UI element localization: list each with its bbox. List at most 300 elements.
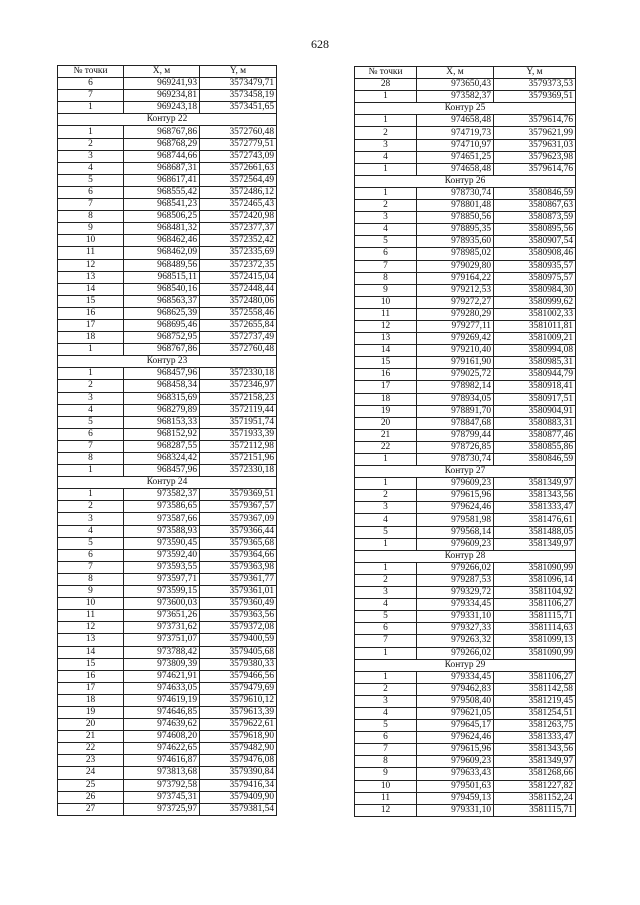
point-number-cell: 1 [58, 465, 124, 477]
header-y: Y, м [494, 67, 576, 79]
x-coordinate-cell: 968540,16 [124, 283, 200, 295]
contour-title: Контур 23 [58, 356, 277, 368]
y-coordinate-cell: 3581349,97 [494, 756, 576, 768]
table-row [355, 514, 576, 526]
x-coordinate-cell: 968767,86 [124, 344, 200, 356]
table-row [355, 538, 576, 550]
table-row [355, 284, 576, 296]
point-number-cell: 18 [355, 393, 417, 405]
point-number-cell: 4 [58, 162, 124, 174]
contour-header-row [58, 114, 277, 126]
table-row [355, 139, 576, 151]
x-coordinate-cell: 978850,56 [417, 212, 494, 224]
table-row [355, 635, 576, 647]
table-row [58, 453, 277, 465]
y-coordinate-cell: 3579372,08 [200, 622, 277, 634]
y-coordinate-cell: 3580984,30 [494, 284, 576, 296]
x-coordinate-cell: 974658,48 [417, 115, 494, 127]
x-coordinate-cell: 979331,10 [417, 611, 494, 623]
point-number-cell: 2 [355, 200, 417, 212]
y-coordinate-cell: 3579363,56 [200, 610, 277, 622]
table-row [355, 744, 576, 756]
point-number-cell: 16 [58, 670, 124, 682]
x-coordinate-cell: 968457,96 [124, 368, 200, 380]
x-coordinate-cell: 979280,29 [417, 308, 494, 320]
y-coordinate-cell: 3571933,39 [200, 428, 277, 440]
table-row [58, 755, 277, 767]
point-number-cell: 5 [355, 611, 417, 623]
point-number-cell: 22 [355, 441, 417, 453]
x-coordinate-cell: 973587,66 [124, 513, 200, 525]
point-number-cell: 13 [355, 333, 417, 345]
table-row [355, 441, 576, 453]
x-coordinate-cell: 973650,43 [417, 79, 494, 91]
y-coordinate-cell: 3581349,97 [494, 538, 576, 550]
y-coordinate-cell: 3579390,84 [200, 767, 277, 779]
contour-header-row [355, 550, 576, 562]
y-coordinate-cell: 3581115,71 [494, 804, 576, 816]
point-number-cell: 6 [355, 248, 417, 260]
point-number-cell: 13 [58, 634, 124, 646]
point-number-cell: 12 [355, 804, 417, 816]
y-coordinate-cell: 3572377,37 [200, 223, 277, 235]
y-coordinate-cell: 3572760,48 [200, 344, 277, 356]
y-coordinate-cell: 3581011,81 [494, 320, 576, 332]
x-coordinate-cell: 978934,05 [417, 393, 494, 405]
header-point-number: № точки [355, 67, 417, 79]
table-row [355, 490, 576, 502]
table-row [355, 683, 576, 695]
y-coordinate-cell: 3572655,84 [200, 319, 277, 331]
y-coordinate-cell: 3580855,86 [494, 441, 576, 453]
x-coordinate-cell: 968541,23 [124, 199, 200, 211]
x-coordinate-cell: 973725,97 [124, 803, 200, 815]
x-coordinate-cell: 969234,81 [124, 90, 200, 102]
point-number-cell: 10 [58, 598, 124, 610]
table-row [355, 599, 576, 611]
x-coordinate-cell: 968153,33 [124, 416, 200, 428]
point-number-cell: 17 [58, 319, 124, 331]
contour-title: Контур 29 [355, 659, 576, 671]
point-number-cell: 2 [355, 127, 417, 139]
coordinates-table-left [57, 65, 277, 816]
contour-header-row [58, 356, 277, 368]
y-coordinate-cell: 3579400,59 [200, 634, 277, 646]
x-coordinate-cell: 979624,46 [417, 732, 494, 744]
table-row [58, 223, 277, 235]
x-coordinate-cell: 974639,62 [124, 719, 200, 731]
point-number-cell: 9 [58, 586, 124, 598]
table-row [58, 368, 277, 380]
table-row [58, 416, 277, 428]
point-number-cell: 1 [355, 478, 417, 490]
contour-title: Контур 24 [58, 477, 277, 489]
x-coordinate-cell: 978935,60 [417, 236, 494, 248]
y-coordinate-cell: 3580975,57 [494, 272, 576, 284]
x-coordinate-cell: 968481,32 [124, 223, 200, 235]
point-number-cell: 4 [355, 224, 417, 236]
table-row [355, 780, 576, 792]
x-coordinate-cell: 978801,48 [417, 200, 494, 212]
y-coordinate-cell: 3580917,51 [494, 393, 576, 405]
point-number-cell: 3 [355, 587, 417, 599]
y-coordinate-cell: 3579366,44 [200, 525, 277, 537]
y-coordinate-cell: 3581099,13 [494, 635, 576, 647]
y-coordinate-cell: 3579369,51 [200, 489, 277, 501]
x-coordinate-cell: 978799,44 [417, 429, 494, 441]
contour-title: Контур 22 [58, 114, 277, 126]
x-coordinate-cell: 973751,07 [124, 634, 200, 646]
point-number-cell: 2 [58, 138, 124, 150]
point-number-cell: 8 [355, 756, 417, 768]
table-row [355, 792, 576, 804]
point-number-cell: 17 [355, 381, 417, 393]
x-coordinate-cell: 979568,14 [417, 526, 494, 538]
x-coordinate-cell: 973600,03 [124, 598, 200, 610]
point-number-cell: 7 [58, 440, 124, 452]
y-coordinate-cell: 3579610,12 [200, 694, 277, 706]
y-coordinate-cell: 3572330,18 [200, 465, 277, 477]
point-number-cell: 1 [355, 647, 417, 659]
point-number-cell: 1 [355, 163, 417, 175]
y-coordinate-cell: 3579360,49 [200, 598, 277, 610]
table-row [355, 248, 576, 260]
y-coordinate-cell: 3573451,65 [200, 102, 277, 114]
point-number-cell: 19 [58, 706, 124, 718]
point-number-cell: 15 [58, 295, 124, 307]
x-coordinate-cell: 974710,97 [417, 139, 494, 151]
y-coordinate-cell: 3572112,98 [200, 440, 277, 452]
table-row [355, 115, 576, 127]
y-coordinate-cell: 3572486,12 [200, 186, 277, 198]
y-coordinate-cell: 3579479,69 [200, 682, 277, 694]
x-coordinate-cell: 968555,42 [124, 186, 200, 198]
point-number-cell: 11 [58, 247, 124, 259]
y-coordinate-cell: 3572779,51 [200, 138, 277, 150]
x-coordinate-cell: 969243,18 [124, 102, 200, 114]
y-coordinate-cell: 3579476,08 [200, 755, 277, 767]
x-coordinate-cell: 979210,40 [417, 345, 494, 357]
y-coordinate-cell: 3581349,97 [494, 478, 576, 490]
header-y: Y, м [200, 66, 277, 78]
table-row [58, 319, 277, 331]
table-row [355, 381, 576, 393]
contour-header-row [355, 175, 576, 187]
point-number-cell: 6 [355, 732, 417, 744]
table-row [355, 478, 576, 490]
page-number: 628 [311, 37, 329, 51]
table-row [58, 610, 277, 622]
x-coordinate-cell: 979633,43 [417, 768, 494, 780]
x-coordinate-cell: 969241,93 [124, 78, 200, 90]
table-row [355, 163, 576, 175]
y-coordinate-cell: 3581009,21 [494, 333, 576, 345]
point-number-cell: 2 [58, 501, 124, 513]
point-number-cell: 1 [355, 187, 417, 199]
x-coordinate-cell: 973590,45 [124, 537, 200, 549]
y-coordinate-cell: 3581142,58 [494, 683, 576, 695]
x-coordinate-cell: 974622,65 [124, 743, 200, 755]
table-row [355, 574, 576, 586]
y-coordinate-cell: 3581090,99 [494, 562, 576, 574]
y-coordinate-cell: 3579613,39 [200, 706, 277, 718]
x-coordinate-cell: 968152,92 [124, 428, 200, 440]
point-number-cell: 24 [58, 767, 124, 779]
y-coordinate-cell: 3580867,63 [494, 200, 576, 212]
table-row [355, 695, 576, 707]
table-row [58, 428, 277, 440]
point-number-cell: 14 [355, 345, 417, 357]
table-row [58, 235, 277, 247]
y-coordinate-cell: 3579361,01 [200, 586, 277, 598]
x-coordinate-cell: 973588,93 [124, 525, 200, 537]
x-coordinate-cell: 978982,14 [417, 381, 494, 393]
point-number-cell: 19 [355, 405, 417, 417]
table-row [58, 537, 277, 549]
point-number-cell: 2 [355, 574, 417, 586]
point-number-cell: 18 [58, 332, 124, 344]
y-coordinate-cell: 3581219,45 [494, 695, 576, 707]
x-coordinate-cell: 979645,17 [417, 720, 494, 732]
x-coordinate-cell: 968687,31 [124, 162, 200, 174]
table-header-row [58, 66, 277, 78]
x-coordinate-cell: 979263,32 [417, 635, 494, 647]
y-coordinate-cell: 3579409,90 [200, 791, 277, 803]
x-coordinate-cell: 974658,48 [417, 163, 494, 175]
point-number-cell: 12 [58, 622, 124, 634]
table-row [58, 465, 277, 477]
y-coordinate-cell: 3572661,63 [200, 162, 277, 174]
x-coordinate-cell: 973788,42 [124, 646, 200, 658]
y-coordinate-cell: 3579631,03 [494, 139, 576, 151]
point-number-cell: 6 [58, 428, 124, 440]
table-row [355, 200, 576, 212]
coordinates-table-right [354, 66, 576, 817]
point-number-cell: 9 [58, 223, 124, 235]
x-coordinate-cell: 979272,27 [417, 296, 494, 308]
x-coordinate-cell: 968617,41 [124, 174, 200, 186]
table-row [355, 647, 576, 659]
point-number-cell: 4 [355, 707, 417, 719]
table-row [355, 720, 576, 732]
table-row [58, 561, 277, 573]
point-number-cell: 20 [58, 719, 124, 731]
x-coordinate-cell: 978895,35 [417, 224, 494, 236]
y-coordinate-cell: 3579623,98 [494, 151, 576, 163]
x-coordinate-cell: 968315,69 [124, 392, 200, 404]
y-coordinate-cell: 3572335,69 [200, 247, 277, 259]
table-row [355, 756, 576, 768]
table-row [355, 345, 576, 357]
y-coordinate-cell: 3581488,05 [494, 526, 576, 538]
table-row [58, 307, 277, 319]
x-coordinate-cell: 968695,46 [124, 319, 200, 331]
point-number-cell: 27 [58, 803, 124, 815]
y-coordinate-cell: 3579621,99 [494, 127, 576, 139]
point-number-cell: 1 [355, 115, 417, 127]
x-coordinate-cell: 979266,02 [417, 562, 494, 574]
x-coordinate-cell: 968563,37 [124, 295, 200, 307]
y-coordinate-cell: 3572420,98 [200, 211, 277, 223]
table-row [58, 126, 277, 138]
y-coordinate-cell: 3572330,18 [200, 368, 277, 380]
x-coordinate-cell: 973651,26 [124, 610, 200, 622]
point-number-cell: 22 [58, 743, 124, 755]
table-row [58, 489, 277, 501]
contour-title: Контур 26 [355, 175, 576, 187]
y-coordinate-cell: 3580883,31 [494, 417, 576, 429]
point-number-cell: 5 [58, 416, 124, 428]
point-number-cell: 6 [58, 78, 124, 90]
table-row [58, 791, 277, 803]
y-coordinate-cell: 3579361,77 [200, 573, 277, 585]
y-coordinate-cell: 3581333,47 [494, 502, 576, 514]
x-coordinate-cell: 979609,23 [417, 756, 494, 768]
x-coordinate-cell: 973582,37 [417, 91, 494, 103]
contour-header-row [355, 659, 576, 671]
table-row [58, 271, 277, 283]
contour-header-row [355, 103, 576, 115]
y-coordinate-cell: 3580994,08 [494, 345, 576, 357]
y-coordinate-cell: 3581343,56 [494, 744, 576, 756]
table-row [58, 102, 277, 114]
point-number-cell: 4 [355, 151, 417, 163]
x-coordinate-cell: 978730,74 [417, 454, 494, 466]
y-coordinate-cell: 3579367,09 [200, 513, 277, 525]
table-row [58, 283, 277, 295]
table-row [58, 658, 277, 670]
x-coordinate-cell: 968515,11 [124, 271, 200, 283]
y-coordinate-cell: 3580935,57 [494, 260, 576, 272]
table-row [58, 779, 277, 791]
point-number-cell: 11 [355, 308, 417, 320]
point-number-cell: 4 [355, 599, 417, 611]
x-coordinate-cell: 973597,71 [124, 573, 200, 585]
table-row [58, 525, 277, 537]
table-row [58, 706, 277, 718]
point-number-cell: 4 [58, 525, 124, 537]
point-number-cell: 7 [58, 561, 124, 573]
x-coordinate-cell: 979609,23 [417, 538, 494, 550]
table-row [355, 526, 576, 538]
table-row [355, 671, 576, 683]
table-row [355, 236, 576, 248]
point-number-cell: 23 [58, 755, 124, 767]
y-coordinate-cell: 3572372,35 [200, 259, 277, 271]
point-number-cell: 1 [355, 538, 417, 550]
table-row [355, 707, 576, 719]
x-coordinate-cell: 973599,15 [124, 586, 200, 598]
point-number-cell: 4 [58, 404, 124, 416]
point-number-cell: 8 [58, 453, 124, 465]
point-number-cell: 10 [355, 780, 417, 792]
point-number-cell: 15 [355, 357, 417, 369]
point-number-cell: 8 [58, 211, 124, 223]
x-coordinate-cell: 973745,31 [124, 791, 200, 803]
point-number-cell: 1 [355, 91, 417, 103]
point-number-cell: 5 [355, 720, 417, 732]
x-coordinate-cell: 974608,20 [124, 731, 200, 743]
x-coordinate-cell: 974646,85 [124, 706, 200, 718]
table-row [355, 623, 576, 635]
y-coordinate-cell: 3572558,46 [200, 307, 277, 319]
y-coordinate-cell: 3581227,82 [494, 780, 576, 792]
point-number-cell: 16 [355, 369, 417, 381]
table-row [58, 380, 277, 392]
contour-header-row [58, 477, 277, 489]
x-coordinate-cell: 973582,37 [124, 489, 200, 501]
y-coordinate-cell: 3572352,42 [200, 235, 277, 247]
x-coordinate-cell: 968744,66 [124, 150, 200, 162]
x-coordinate-cell: 973586,65 [124, 501, 200, 513]
point-number-cell: 8 [355, 272, 417, 284]
y-coordinate-cell: 3581254,51 [494, 707, 576, 719]
point-number-cell: 1 [58, 102, 124, 114]
point-number-cell: 21 [355, 429, 417, 441]
point-number-cell: 2 [355, 683, 417, 695]
x-coordinate-cell: 968767,86 [124, 126, 200, 138]
point-number-cell: 7 [355, 744, 417, 756]
point-number-cell: 9 [355, 768, 417, 780]
y-coordinate-cell: 3572465,43 [200, 199, 277, 211]
table-row [355, 562, 576, 574]
table-row [58, 199, 277, 211]
y-coordinate-cell: 3579365,68 [200, 537, 277, 549]
y-coordinate-cell: 3579405,68 [200, 646, 277, 658]
x-coordinate-cell: 974621,91 [124, 670, 200, 682]
x-coordinate-cell: 979287,53 [417, 574, 494, 586]
table-row [58, 573, 277, 585]
table-row [58, 513, 277, 525]
y-coordinate-cell: 3572448,44 [200, 283, 277, 295]
x-coordinate-cell: 968458,34 [124, 380, 200, 392]
x-coordinate-cell: 968462,46 [124, 235, 200, 247]
header-point-number: № точки [58, 66, 124, 78]
point-number-cell: 2 [58, 380, 124, 392]
y-coordinate-cell: 3572743,09 [200, 150, 277, 162]
y-coordinate-cell: 3580873,59 [494, 212, 576, 224]
table-row [355, 272, 576, 284]
table-row [355, 296, 576, 308]
x-coordinate-cell: 979025,72 [417, 369, 494, 381]
table-row [355, 212, 576, 224]
point-number-cell: 6 [355, 623, 417, 635]
point-number-cell: 3 [355, 695, 417, 707]
y-coordinate-cell: 3580904,91 [494, 405, 576, 417]
x-coordinate-cell: 978891,70 [417, 405, 494, 417]
y-coordinate-cell: 3572119,44 [200, 404, 277, 416]
table-row [58, 743, 277, 755]
x-coordinate-cell: 968462,09 [124, 247, 200, 259]
table-row [58, 174, 277, 186]
table-row [58, 598, 277, 610]
y-coordinate-cell: 3581343,56 [494, 490, 576, 502]
x-coordinate-cell: 973813,68 [124, 767, 200, 779]
point-number-cell: 8 [58, 573, 124, 585]
table-row [355, 405, 576, 417]
contour-title: Контур 25 [355, 103, 576, 115]
table-row [58, 731, 277, 743]
table-row [58, 549, 277, 561]
x-coordinate-cell: 973592,40 [124, 549, 200, 561]
table-row [58, 332, 277, 344]
point-number-cell: 5 [355, 236, 417, 248]
point-number-cell: 1 [355, 562, 417, 574]
x-coordinate-cell: 968506,25 [124, 211, 200, 223]
table-row [355, 333, 576, 345]
point-number-cell: 1 [58, 126, 124, 138]
table-row [355, 127, 576, 139]
